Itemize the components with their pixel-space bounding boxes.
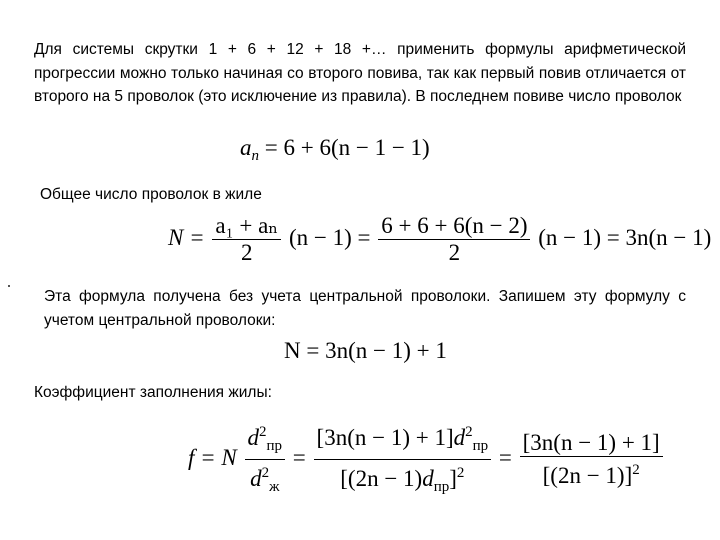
stray-dot <box>8 285 10 287</box>
fill-factor-label: Коэффициент заполнения жилы: <box>34 384 272 401</box>
last-layer-formula: $a_n = 6 + 6(n - 1 - 1)$ <box>240 135 430 164</box>
total-wires-formula: N = $\frac{\text{a₁ + aₙ}}{2}$ (n − 1) = $\frac{6 + 6 + 6(n - 2)}{2}$ (n − 1) = 3n(n − 1) <box>168 213 712 265</box>
central-wire-note: Эта формула получена без учета центральной проволоки. Запишем эту формулу с учетом центральной проволоки: <box>44 288 686 329</box>
total-wires-label: Общее число проволок в жиле <box>40 186 262 203</box>
total-with-center-formula: N = 3n(n − 1) + 1 <box>284 338 447 363</box>
intro-paragraph: Для системы скрутки 1 + 6 + 12 + 18 +… применить формулы арифметической прогрессии можно только начиная со второго повива, так как первый повив отличается от второго на 5 проволок (это исключение из правила). В последнем повиве число проволок <box>34 41 686 105</box>
fill-factor-formula: f = N $\frac{d^2_{пр}}{d^2_ж}$ = $\frac{[3n(n - 1) + 1]d^2_{пр}}{[(2n - 1)d_{пр}]^2}$ = $\frac{[3n(n - 1) + 1]}{[(2n - 1)]^2}$ <box>188 420 665 499</box>
